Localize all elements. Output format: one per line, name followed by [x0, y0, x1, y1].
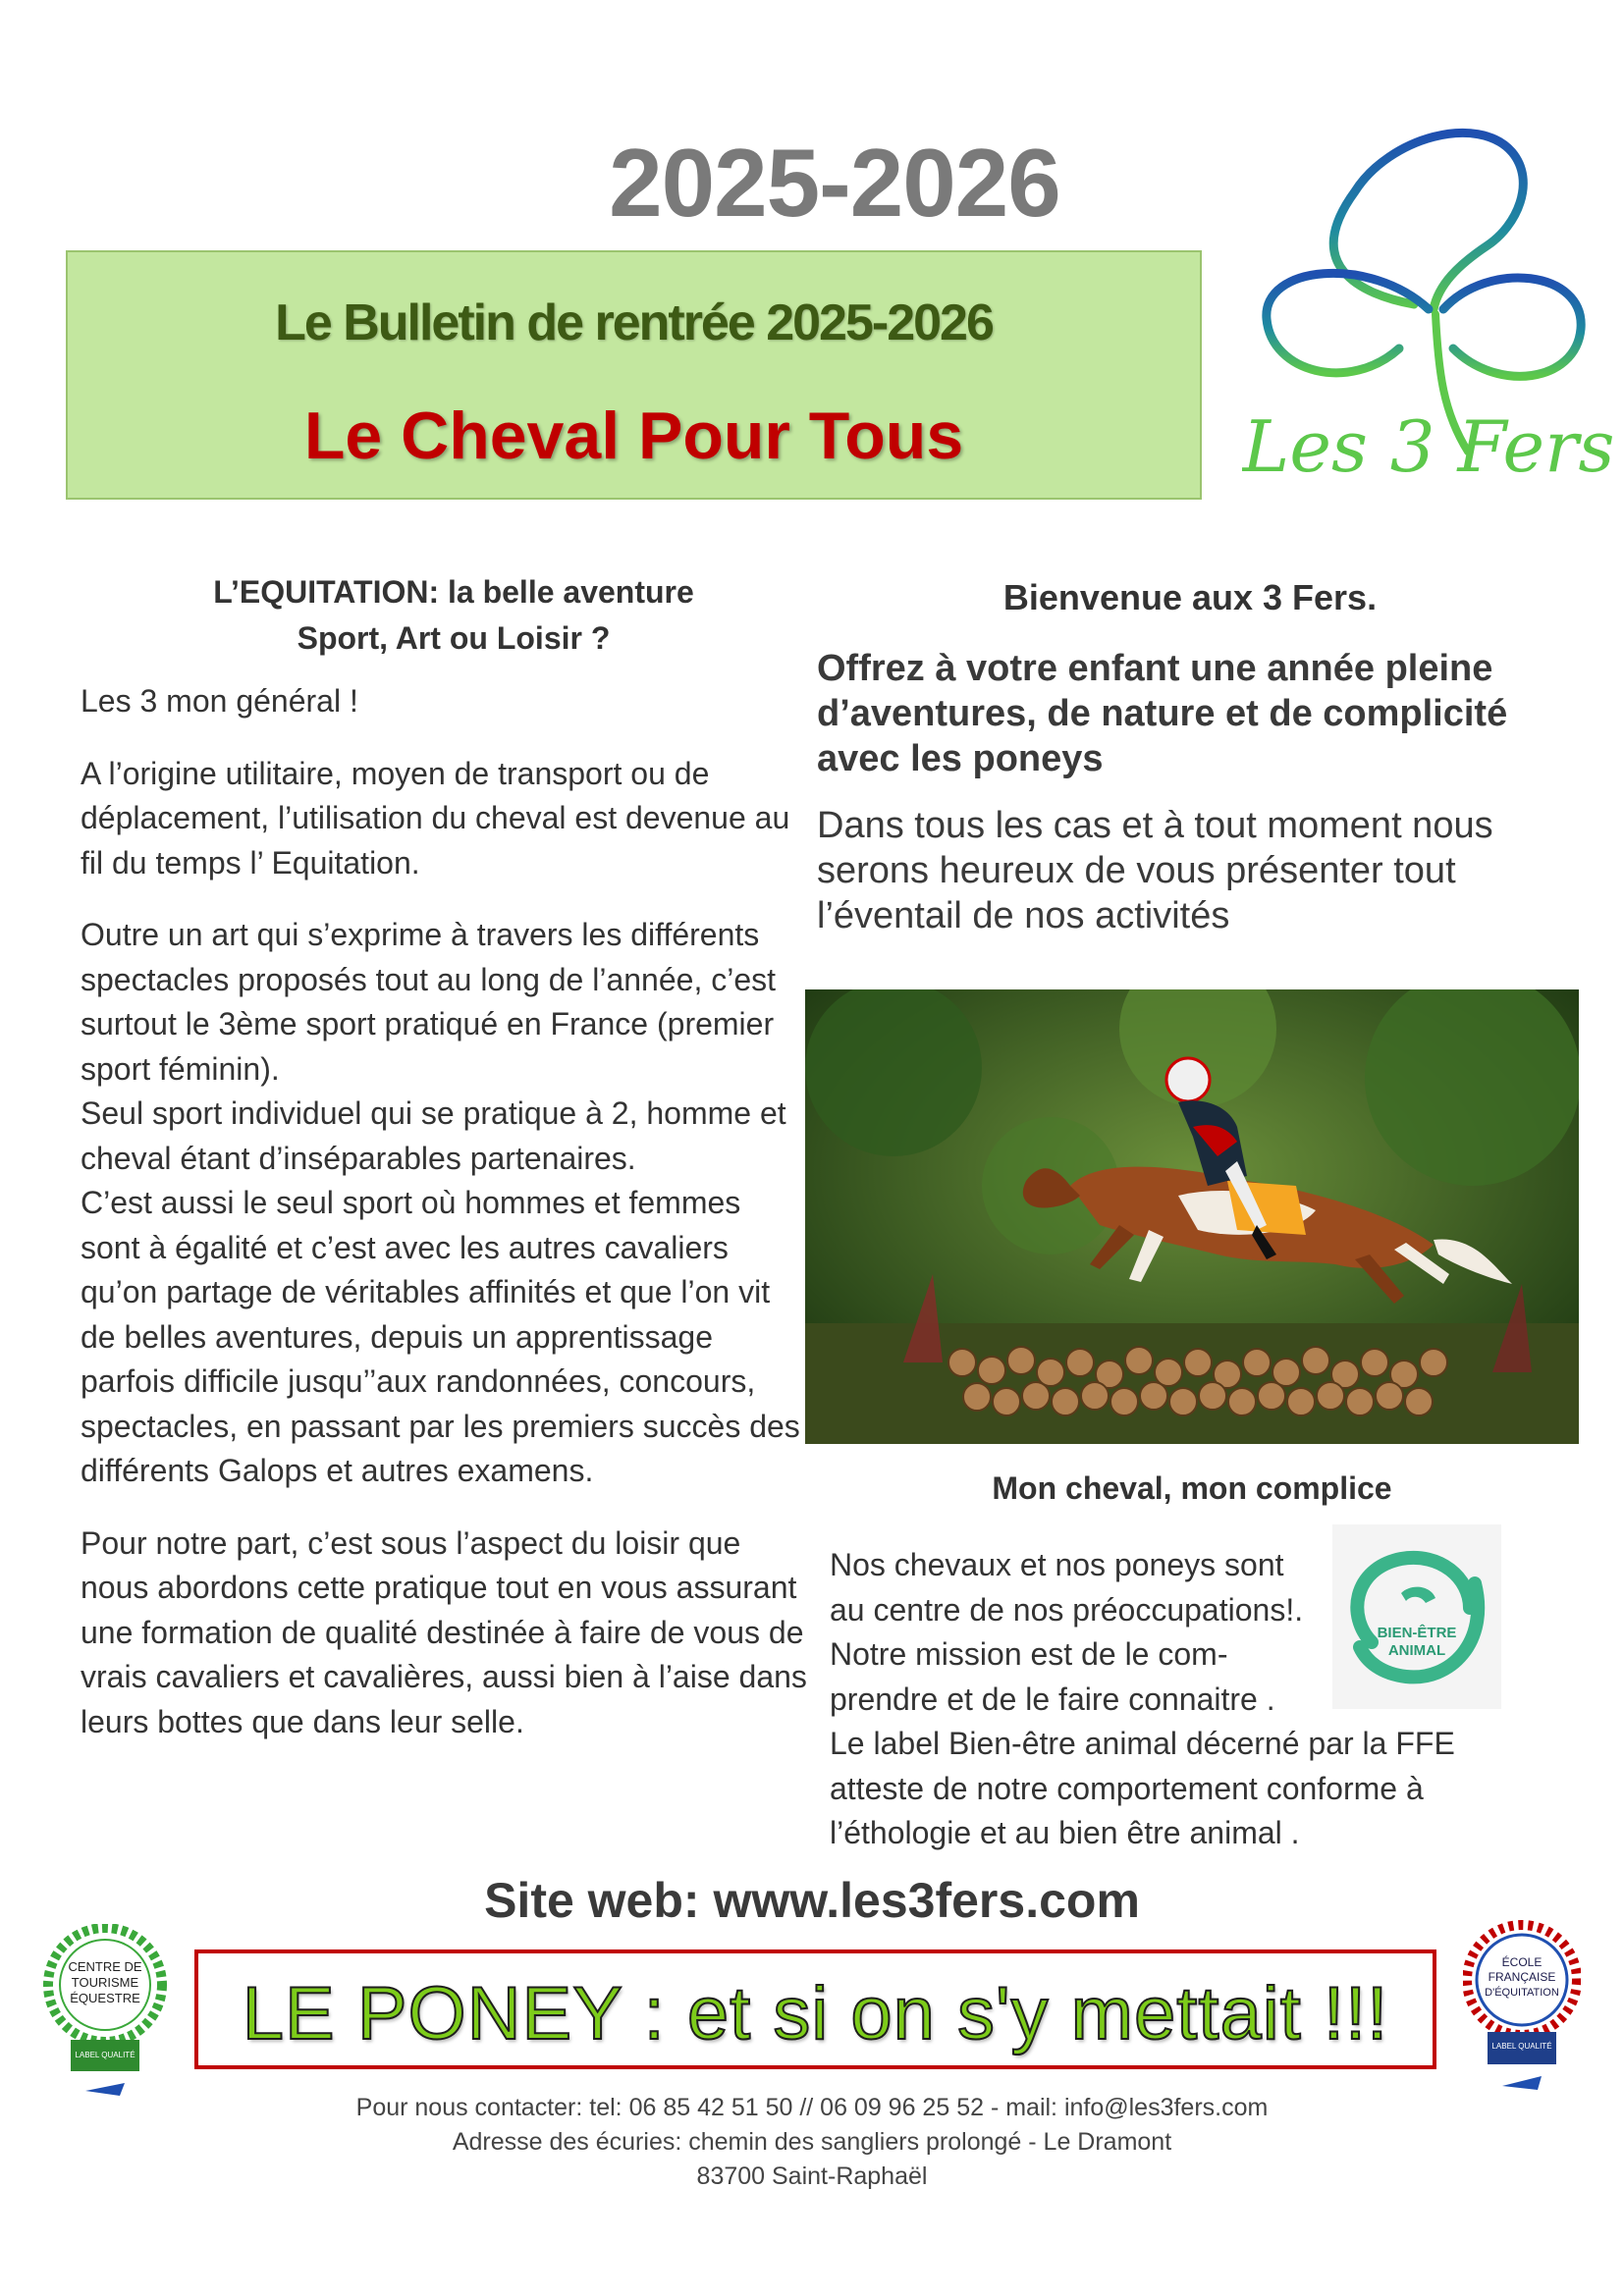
- paragraph-origin: A l’origine utilitaire, moyen de transport ou de déplacement, l’utilisation du cheval est devenue au fil du temps l’ Equitation.: [81, 755, 790, 881]
- right-badge-label: LABEL QUALITÉ: [1491, 2042, 1552, 2051]
- horse-jump-photo: [805, 989, 1579, 1444]
- lead-text: Dans tous les cas et à tout moment nous serons heureux de vous présenter tout l’éventail de nos activités: [817, 805, 1493, 936]
- welfare-badge-line2: ANIMAL: [1387, 1642, 1446, 1659]
- left-badge-label: LABEL QUALITÉ: [75, 2051, 135, 2059]
- offer-text: Offrez à votre enfant une année pleine d’aventures, de nature et de complicité avec les poneys: [817, 648, 1508, 779]
- footer-address: Adresse des écuries: chemin des sangliers prolongé - Le Dramont: [452, 2128, 1172, 2156]
- welfare-line: Notre mission est de le com-: [830, 1636, 1228, 1672]
- right-badge-line2: FRANÇAISE: [1488, 1970, 1556, 1984]
- slogan-box: [194, 1949, 1436, 2069]
- footer: [0, 2091, 1624, 2194]
- right-badge-line3: D'ÉQUITATION: [1485, 1987, 1559, 1999]
- year-title: 2025-2026: [609, 129, 1060, 237]
- les-3-fers-logo: [1242, 98, 1615, 510]
- clover-logo-icon: [1242, 98, 1615, 510]
- logo-text: Les 3 Fers: [1242, 405, 1615, 488]
- welfare-line: Nos chevaux et nos poneys sont: [830, 1547, 1284, 1582]
- photo-caption: Mon cheval, mon complice: [992, 1470, 1392, 1506]
- welfare-line: Le label Bien-être animal décerné par la FFE: [830, 1726, 1455, 1761]
- paragraph-art: Outre un art qui s’exprime à travers les différents spectacles proposés tout au long de l’année, c’est surtout le 3ème sport pratiqué en France (premier sport féminin).: [81, 917, 777, 1087]
- right-column: [817, 577, 1563, 938]
- left-column: [81, 569, 807, 1744]
- welfare-badge-line1: BIEN-ÊTRE: [1377, 1625, 1457, 1641]
- title-banner: [66, 250, 1202, 500]
- welcome-heading: Bienvenue aux 3 Fers.: [1002, 577, 1378, 617]
- left-heading-line2: Sport, Art ou Loisir ?: [297, 620, 611, 656]
- animal-welfare-badge: [1332, 1524, 1501, 1709]
- welfare-line: au centre de nos préoccupations!.: [830, 1591, 1304, 1628]
- paragraph-equality: C’est aussi le seul sport où hommes et femmes sont à égalité et c’est avec les autres cavaliers qu’on partage de véritables affinités et que l’on vit de belles aventures, depuis un apprentissage parfois difficile jusqu’’aux randonnées, concours, spectacles, en passant par les premiers succès des différents Galops et autres examens.: [81, 1185, 800, 1488]
- website-link[interactable]: Site web: www.les3fers.com: [484, 1873, 1140, 1928]
- paragraph-intro: Les 3 mon général !: [81, 683, 358, 719]
- welfare-line: l’éthologie et au bien être animal .: [830, 1815, 1300, 1850]
- main-title: Le Cheval Pour Tous: [303, 399, 964, 473]
- right-badge-line1: ÉCOLE: [1501, 1955, 1543, 1969]
- bulletin-title: Le Bulletin de rentrée 2025-2026: [275, 294, 993, 351]
- horse-head-icon: [1401, 1587, 1435, 1603]
- french-riding-school-badge: [1463, 1919, 1581, 2115]
- welfare-line: atteste de notre comportement conforme à: [830, 1770, 1424, 1806]
- welfare-line: prendre et de le faire connaitre .: [830, 1681, 1275, 1717]
- left-badge-line2: TOURISME: [71, 1975, 139, 1990]
- paragraph-individual: Seul sport individuel qui se pratique à 2, homme et cheval étant d’inséparables partenaires.: [81, 1095, 786, 1176]
- left-badge-line1: CENTRE DE: [68, 1959, 142, 1974]
- paragraph-leisure: Pour notre part, c’est sous l’aspect du loisir que nous abordons cette pratique tout en vous assurant une formation de qualité destinée à faire de vous de vrais cavaliers et cavalières, aussi bien à l’aise dans leurs bottes que dans leur selle.: [81, 1524, 807, 1739]
- footer-city: 83700 Saint-Raphaël: [696, 2163, 928, 2190]
- slogan-text: LE PONEY : et si on s'y mettait !!!: [242, 1972, 1389, 2056]
- left-heading-line1: L’EQUITATION: la belle aventure: [213, 574, 694, 610]
- left-badge-line3: ÉQUESTRE: [70, 1991, 140, 2005]
- footer-contact: Pour nous contacter: tel: 06 85 42 51 50 // 06 09 96 25 52 - mail: info@les3fers.com: [355, 2094, 1269, 2121]
